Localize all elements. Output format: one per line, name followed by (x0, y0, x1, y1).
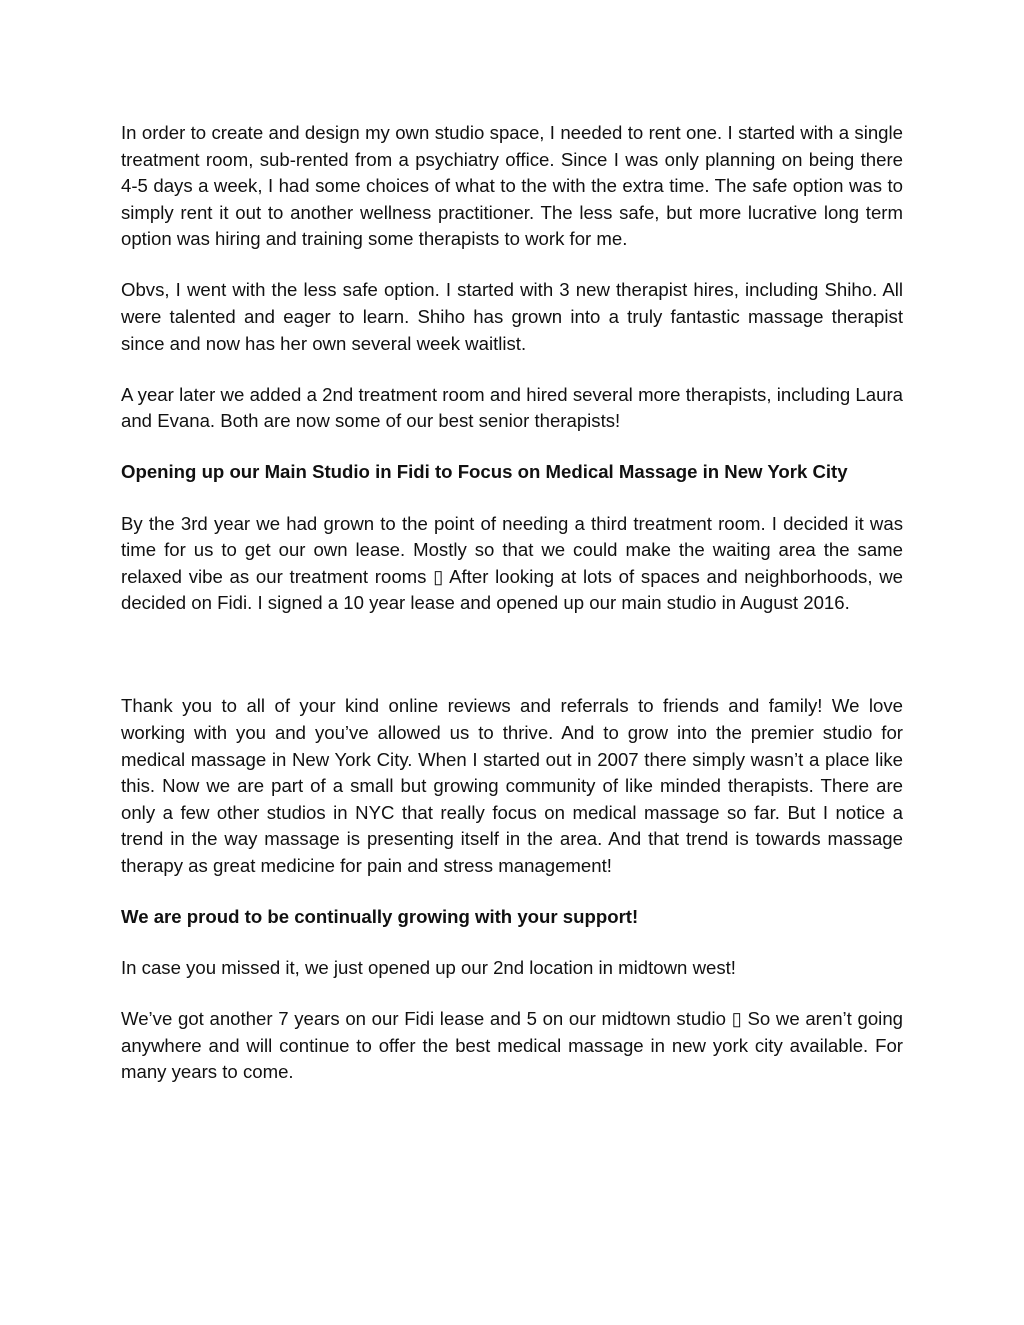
paragraph-second-room: A year later we added a 2nd treatment room and hired several more therapists, including Laura and Evana. Both are now some of our best senior therapists! (121, 383, 903, 432)
blank-space (121, 641, 903, 693)
heading-main-studio: Opening up our Main Studio in Fidi to Focus on Medical Massage in New York City (121, 461, 848, 483)
document-page (121, 120, 903, 1111)
paragraph-thank-you: Thank you to all of your kind online reviews and referrals to friends and family! We love working with you and you’ve allowed us to thrive. And to grow into the premier studio for medical massage in New York City. When I started out in 2007 there simply wasn’t a place like this. Now we are part of a small but growing community of like minded therapists. There are only a few other studios in NYC that really focus on medical massage so far. But I notice a trend in the way massage is presenting itself in the area. And that trend is towards massage therapy as great medicine for pain and stress management! (121, 695, 903, 876)
paragraph-fidi-lease: By the 3rd year we had grown to the point of needing a third treatment room. I decided it was time for us to get our own lease. Mostly so that we could make the waiting area the same relaxed vibe as our treatment rooms ▯ After looking at lots of spaces and neighborhoods, we decided on Fidi. I signed a 10 year lease and opened up our main studio in August 2016. (121, 512, 903, 614)
paragraph-midtown-location: In case you missed it, we just opened up our 2nd location in midtown west! (121, 957, 736, 979)
paragraph-first-hires: Obvs, I went with the less safe option. I started with 3 new therapist hires, including Shiho. All were talented and eager to learn. Shiho has grown into a truly fantastic massage therapist since and now has her own several week waitlist. (121, 279, 903, 354)
paragraph-lease-years: We’ve got another 7 years on our Fidi lease and 5 on our midtown studio ▯ So we aren’t going anywhere and will continue to offer the best medical massage in new york city available. For many years to come. (121, 1008, 903, 1083)
heading-proud: We are proud to be continually growing with your support! (121, 906, 639, 928)
paragraph-studio-space: In order to create and design my own studio space, I needed to rent one. I started with a single treatment room, sub-rented from a psychiatry office. Since I was only planning on being there 4-5 days a week, I had some choices of what to the with the extra time. The safe option was to simply rent it out to another wellness practitioner. The less safe, but more lucrative long term option was hiring and training some therapists to work for me. (121, 122, 903, 250)
